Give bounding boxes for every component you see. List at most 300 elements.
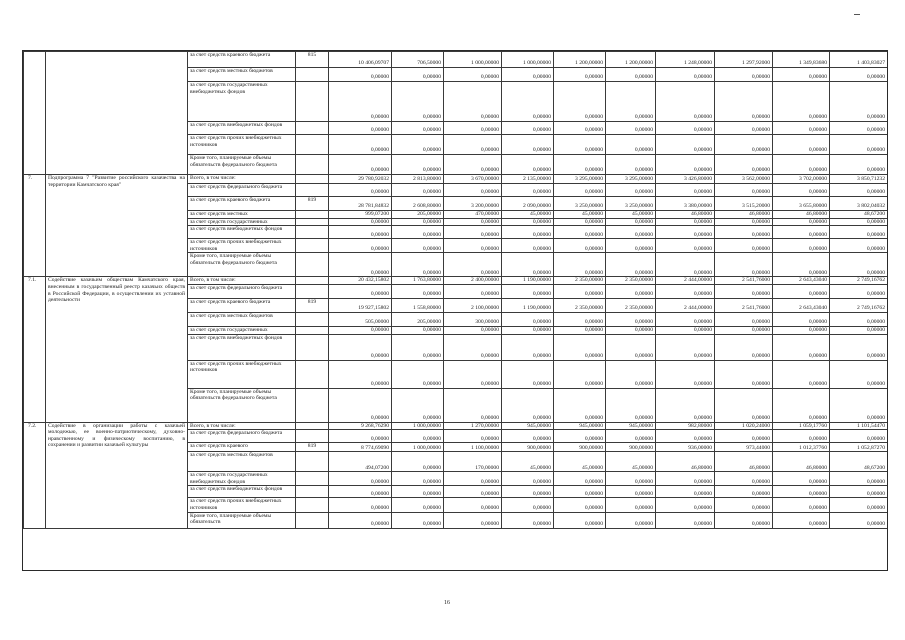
amount-cell: 2 541,76000 [715,298,773,312]
amount-cell: 0,00000 [392,239,444,253]
amount-cell: 3 515,20000 [715,197,773,211]
amount-cell: 0,00000 [329,155,392,175]
amount-cell: 0,00000 [444,218,502,226]
amount-cell: 0,00000 [554,512,606,528]
amount-cell: 0,00000 [773,326,830,334]
amount-cell: 0,00000 [715,430,773,443]
amount-cell: 2 350,00000 [606,298,656,312]
amount-cell: 0,00000 [773,155,830,175]
funding-source-cell: за счет средств прочих внебюджетных источников [188,360,296,388]
amount-cell: 0,00000 [656,155,715,175]
amount-cell: 0,00000 [773,430,830,443]
amount-cell: 0,00000 [606,239,656,253]
amount-cell: 0,00000 [773,486,830,498]
amount-cell: 3 250,00000 [554,197,606,211]
amount-cell: 0,00000 [606,430,656,443]
amount-cell: 0,00000 [329,226,392,239]
amount-cell: 0,00000 [329,512,392,528]
amount-cell: 0,00000 [502,226,554,239]
amount-cell: 945,00000 [554,422,606,430]
amount-cell: 0,00000 [830,388,888,422]
amount-cell: 0,00000 [502,122,554,135]
amount-cell: 1 763,80000 [392,277,444,285]
amount-cell: 0,00000 [830,430,888,443]
amount-cell: 0,00000 [773,122,830,135]
funding-source-cell: за счет средств федерального бюджета [188,284,296,298]
amount-cell: 0,00000 [502,82,554,122]
amount-cell: 2 749,16762 [830,298,888,312]
amount-cell: 0,00000 [830,253,888,277]
amount-cell: 0,00000 [554,82,606,122]
amount-cell: 3 802,04032 [830,197,888,211]
admin-code-cell [296,312,329,326]
amount-cell: 0,00000 [773,334,830,360]
amount-cell: 0,00000 [554,135,606,155]
amount-cell: 1 349,83680 [773,52,830,68]
amount-cell: 0,00000 [830,135,888,155]
admin-code-cell: 819 [296,443,329,452]
amount-cell: 0,00000 [329,334,392,360]
amount-cell: 0,00000 [715,334,773,360]
funding-source-cell: Всего, в том числе: [188,175,296,184]
amount-cell: 45,00000 [554,452,606,472]
amount-cell: 0,00000 [502,239,554,253]
funding-source-cell: за счет средств местных бюджетов [188,68,296,82]
admin-code-cell [296,486,329,498]
amount-cell: 0,00000 [502,68,554,82]
amount-cell: 936,00000 [656,443,715,452]
amount-cell: 0,00000 [773,312,830,326]
admin-code-cell [296,452,329,472]
amount-cell: 2 100,00000 [444,298,502,312]
amount-cell: 1 000,00000 [392,422,444,430]
amount-cell: 0,00000 [444,226,502,239]
amount-cell: 0,00000 [830,284,888,298]
amount-cell: 0,00000 [715,512,773,528]
funding-source-cell: за счет средств федерального бюджета [188,184,296,197]
amount-cell: 0,00000 [329,472,392,486]
amount-cell: 0,00000 [606,486,656,498]
funding-source-cell: за счет средств внебюджетных фондов [188,122,296,135]
amount-cell: 45,00000 [554,211,606,219]
amount-cell: 0,00000 [606,334,656,360]
amount-cell: 0,00000 [502,284,554,298]
amount-cell: 0,00000 [554,122,606,135]
amount-cell: 45,00000 [606,211,656,219]
amount-cell: 2 541,76000 [715,277,773,285]
section-index: 7. [24,175,46,277]
amount-cell: 900,00000 [606,443,656,452]
amount-cell: 2 350,00000 [554,277,606,285]
amount-cell: 0,00000 [554,155,606,175]
funding-source-cell: за счет средств внебюджетных фондов [188,334,296,360]
amount-cell: 0,00000 [329,388,392,422]
amount-cell: 0,00000 [656,122,715,135]
amount-cell: 0,00000 [830,486,888,498]
funding-source-cell: Кроме того, планируемые объемы обязательств [188,512,296,528]
amount-cell: 3 670,00000 [444,175,502,184]
amount-cell: 0,00000 [656,135,715,155]
amount-cell: 1 200,00000 [606,52,656,68]
section-index [24,52,46,175]
amount-cell: 0,00000 [606,184,656,197]
amount-cell: 0,00000 [830,68,888,82]
amount-cell: 0,00000 [606,155,656,175]
amount-cell: 0,00000 [554,388,606,422]
amount-cell: 0,00000 [554,360,606,388]
amount-cell: 3 295,00000 [606,175,656,184]
amount-cell: 0,00000 [444,334,502,360]
amount-cell: 1 248,00000 [656,52,715,68]
amount-cell: 0,00000 [606,68,656,82]
table-row [24,52,888,68]
amount-cell: 1 059,17760 [773,422,830,430]
amount-cell: 0,00000 [502,135,554,155]
amount-cell: 0,00000 [444,498,502,512]
amount-cell: 300,00000 [444,312,502,326]
admin-code-cell [296,122,329,135]
amount-cell: 0,00000 [392,82,444,122]
funding-source-cell: Кроме того, планируемые объемы обязательств федерального бюджета [188,253,296,277]
amount-cell: 45,00000 [606,452,656,472]
amount-cell: 46,80000 [773,211,830,219]
amount-cell: 0,00000 [830,226,888,239]
amount-cell: 0,00000 [444,253,502,277]
amount-cell: 3 655,80000 [773,197,830,211]
amount-cell: 0,00000 [830,184,888,197]
amount-cell: 0,00000 [329,68,392,82]
admin-code-cell [296,218,329,226]
amount-cell: 0,00000 [554,226,606,239]
section-name: Содействие казачьим обществам Камчатского края, внесенным в государственный реестр казачьих обществ в Российской Федерации, в осуществлении их уставной деятельности [46,277,188,422]
admin-code-cell [296,284,329,298]
funding-source-cell: за счет средств краевого бюджета [188,298,296,312]
amount-cell: 0,00000 [392,512,444,528]
amount-cell: 0,00000 [715,155,773,175]
amount-cell: 48,67200 [830,211,888,219]
admin-code-cell: 819 [296,298,329,312]
admin-code-cell [296,239,329,253]
amount-cell: 0,00000 [329,239,392,253]
budget-table-sheet [22,50,888,571]
amount-cell: 0,00000 [830,334,888,360]
amount-cell: 0,00000 [392,472,444,486]
amount-cell: 0,00000 [606,326,656,334]
amount-cell: 2 608,80000 [392,197,444,211]
amount-cell: 0,00000 [329,486,392,498]
funding-source-cell: за счет средств внебюджетных фондов [188,226,296,239]
amount-cell: 0,00000 [329,284,392,298]
admin-code-cell [296,498,329,512]
amount-cell: 0,00000 [606,226,656,239]
amount-cell: 0,00000 [715,253,773,277]
funding-source-cell: за счет средств прочих внебюджетных источников [188,239,296,253]
amount-cell: 0,00000 [830,472,888,486]
amount-cell: 0,00000 [773,388,830,422]
amount-cell: 0,00000 [715,388,773,422]
admin-code-cell [296,334,329,360]
amount-cell: 2 444,00000 [656,277,715,285]
amount-cell: 0,00000 [606,135,656,155]
funding-source-cell: за счет средств краевого бюджета [188,197,296,211]
amount-cell: 9 268,76290 [329,422,392,430]
amount-cell: 0,00000 [554,239,606,253]
funding-source-cell: за счет средств государственных внебюджетных фондов [188,472,296,486]
amount-cell: 0,00000 [773,135,830,155]
amount-cell: 0,00000 [444,122,502,135]
amount-cell: 0,00000 [392,430,444,443]
amount-cell: 0,00000 [656,512,715,528]
amount-cell: 900,00000 [554,443,606,452]
amount-cell: 0,00000 [830,122,888,135]
amount-cell: 945,00000 [606,422,656,430]
admin-code-cell [296,326,329,334]
amount-cell: 0,00000 [392,184,444,197]
amount-cell: 0,00000 [606,498,656,512]
amount-cell: 0,00000 [444,239,502,253]
amount-cell: 1 101,54470 [830,422,888,430]
amount-cell: 205,00000 [392,211,444,219]
amount-cell: 0,00000 [554,312,606,326]
amount-cell: 0,00000 [502,312,554,326]
amount-cell: 10 406,09707 [329,52,392,68]
amount-cell: 0,00000 [715,218,773,226]
amount-cell: 0,00000 [773,226,830,239]
amount-cell: 0,00000 [329,253,392,277]
amount-cell: 0,00000 [715,326,773,334]
funding-source-cell: за счет средств внебюджетных фондов [188,486,296,498]
amount-cell: 3 426,80000 [656,175,715,184]
amount-cell: 0,00000 [656,253,715,277]
amount-cell: 29 780,92032 [329,175,392,184]
amount-cell: 0,00000 [656,472,715,486]
amount-cell: 0,00000 [329,360,392,388]
amount-cell: 0,00000 [329,430,392,443]
amount-cell: 0,00000 [502,218,554,226]
amount-cell: 0,00000 [773,218,830,226]
amount-cell: 0,00000 [329,122,392,135]
amount-cell: 0,00000 [715,360,773,388]
amount-cell: 0,00000 [554,326,606,334]
amount-cell: 0,00000 [444,326,502,334]
amount-cell: 48,67200 [830,452,888,472]
amount-cell: 706,50000 [392,52,444,68]
amount-cell: 0,00000 [656,239,715,253]
amount-cell: 0,00000 [329,82,392,122]
amount-cell: 0,00000 [656,334,715,360]
amount-cell: 0,00000 [444,82,502,122]
section-index: 7.2. [24,422,46,528]
amount-cell: 28 781,84832 [329,197,392,211]
amount-cell: 0,00000 [715,184,773,197]
amount-cell: 0,00000 [329,135,392,155]
admin-code-cell [296,184,329,197]
amount-cell: 0,00000 [554,430,606,443]
amount-cell: 0,00000 [554,284,606,298]
amount-cell: 3 702,00000 [773,175,830,184]
amount-cell: 2 444,00000 [656,298,715,312]
amount-cell: 0,00000 [502,326,554,334]
amount-cell: 1 558,80000 [392,298,444,312]
admin-code-cell [296,82,329,122]
amount-cell: 2 135,00000 [502,175,554,184]
section-index: 7.1. [24,277,46,422]
amount-cell: 3 562,00000 [715,175,773,184]
amount-cell: 46,80000 [773,452,830,472]
amount-cell: 0,00000 [329,184,392,197]
amount-cell: 3 295,00000 [554,175,606,184]
amount-cell: 0,00000 [830,512,888,528]
admin-code-cell: 815 [296,52,329,68]
amount-cell: 0,00000 [715,135,773,155]
amount-cell: 0,00000 [715,122,773,135]
admin-code-cell [296,211,329,219]
funding-source-cell: за счет средств местных бюджетов [188,312,296,326]
amount-cell: 0,00000 [554,218,606,226]
amount-cell: 1 190,00000 [502,277,554,285]
amount-cell: 2 350,00000 [554,298,606,312]
amount-cell: 0,00000 [392,68,444,82]
amount-cell: 45,00000 [502,211,554,219]
amount-cell: 0,00000 [773,184,830,197]
admin-code-cell [296,155,329,175]
amount-cell: 0,00000 [715,472,773,486]
amount-cell: 0,00000 [656,226,715,239]
amount-cell: 0,00000 [444,68,502,82]
amount-cell: 0,00000 [656,360,715,388]
amount-cell: 0,00000 [773,253,830,277]
amount-cell: 0,00000 [606,253,656,277]
amount-cell: 0,00000 [392,326,444,334]
amount-cell: 0,00000 [502,334,554,360]
amount-cell: 0,00000 [554,334,606,360]
amount-cell: 0,00000 [656,68,715,82]
section-name: Содействие в организации работы с казачьей молодежью, ее военно-патриотическому, духовно-нравственному и физическому воспитанию, в сохранении и развитии казачьей культуры [46,422,188,528]
amount-cell: 0,00000 [392,218,444,226]
amount-cell: 0,00000 [392,334,444,360]
amount-cell: 3 380,00000 [656,197,715,211]
amount-cell: 0,00000 [606,82,656,122]
funding-source-cell: за счет средств краевого бюджета [188,52,296,68]
amount-cell: 3 850,71232 [830,175,888,184]
funding-source-cell: за счет средств местных бюджетов [188,452,296,472]
amount-cell: 0,00000 [656,486,715,498]
amount-cell: 0,00000 [329,218,392,226]
amount-cell: 0,00000 [502,512,554,528]
amount-cell: 0,00000 [715,68,773,82]
admin-code-cell [296,68,329,82]
amount-cell: 0,00000 [656,312,715,326]
amount-cell: 0,00000 [715,226,773,239]
admin-code-cell [296,388,329,422]
amount-cell: 0,00000 [554,498,606,512]
table-row [24,422,888,430]
amount-cell: 0,00000 [773,82,830,122]
admin-code-cell [296,226,329,239]
amount-cell: 973,44000 [715,443,773,452]
amount-cell: 45,00000 [502,452,554,472]
amount-cell: 0,00000 [606,512,656,528]
funding-source-cell: за счет средств государственных внебюджетных фондов [188,82,296,122]
amount-cell: 0,00000 [656,430,715,443]
funding-source-cell: за счет средств прочих внебюджетных источников [188,498,296,512]
amount-cell: 0,00000 [773,284,830,298]
amount-cell: 0,00000 [392,135,444,155]
amount-cell: 0,00000 [606,360,656,388]
amount-cell: 0,00000 [773,512,830,528]
amount-cell: 2 350,00000 [606,277,656,285]
amount-cell: 20 432,15802 [329,277,392,285]
amount-cell: 1 012,37760 [773,443,830,452]
amount-cell: 2 643,43040 [773,298,830,312]
amount-cell: 46,80000 [715,452,773,472]
amount-cell: 0,00000 [656,388,715,422]
amount-cell: 0,00000 [392,155,444,175]
admin-code-cell [296,512,329,528]
amount-cell: 0,00000 [444,430,502,443]
amount-cell: 0,00000 [392,388,444,422]
amount-cell: 46,80000 [656,452,715,472]
amount-cell: 0,00000 [502,498,554,512]
amount-cell: 0,00000 [502,388,554,422]
amount-cell: 1 200,00000 [554,52,606,68]
budget-table [23,51,888,529]
amount-cell: 0,00000 [715,498,773,512]
admin-code-cell: 819 [296,197,329,211]
amount-cell: 945,00000 [502,422,554,430]
funding-source-cell: Всего, в том числе: [188,277,296,285]
amount-cell: 1 052,87270 [830,443,888,452]
amount-cell: 0,00000 [329,326,392,334]
table-row [24,175,888,184]
amount-cell: 0,00000 [392,360,444,388]
amount-cell: 0,00000 [444,184,502,197]
amount-cell: 1 000,00000 [502,52,554,68]
amount-cell: 0,00000 [444,486,502,498]
amount-cell: 900,00000 [502,443,554,452]
amount-cell: 1 000,00000 [392,443,444,452]
page-number: 16 [444,600,450,606]
amount-cell: 0,00000 [444,360,502,388]
amount-cell: 0,00000 [444,284,502,298]
amount-cell: 0,00000 [715,284,773,298]
amount-cell: 1 020,24000 [715,422,773,430]
amount-cell: 0,00000 [830,312,888,326]
amount-cell: 0,00000 [830,218,888,226]
amount-cell: 0,00000 [715,82,773,122]
amount-cell: 0,00000 [715,486,773,498]
amount-cell: 0,00000 [392,486,444,498]
amount-cell: 0,00000 [554,472,606,486]
amount-cell: 2 749,16762 [830,277,888,285]
amount-cell: 0,00000 [502,253,554,277]
amount-cell: 0,00000 [502,155,554,175]
admin-code-cell [296,175,329,184]
funding-source-cell: за счет средств краевого [188,443,296,452]
amount-cell: 0,00000 [656,326,715,334]
amount-cell: 0,00000 [830,498,888,512]
funding-source-cell: Кроме того, планируемые объемы обязательств федерального бюджета [188,388,296,422]
amount-cell: 0,00000 [773,498,830,512]
amount-cell: 0,00000 [830,82,888,122]
amount-cell: 1 297,92000 [715,52,773,68]
amount-cell: 0,00000 [656,498,715,512]
amount-cell: 0,00000 [444,472,502,486]
amount-cell: 46,80000 [656,211,715,219]
amount-cell: 0,00000 [444,155,502,175]
amount-cell: 494,07200 [329,452,392,472]
amount-cell: 1 100,00000 [444,443,502,452]
